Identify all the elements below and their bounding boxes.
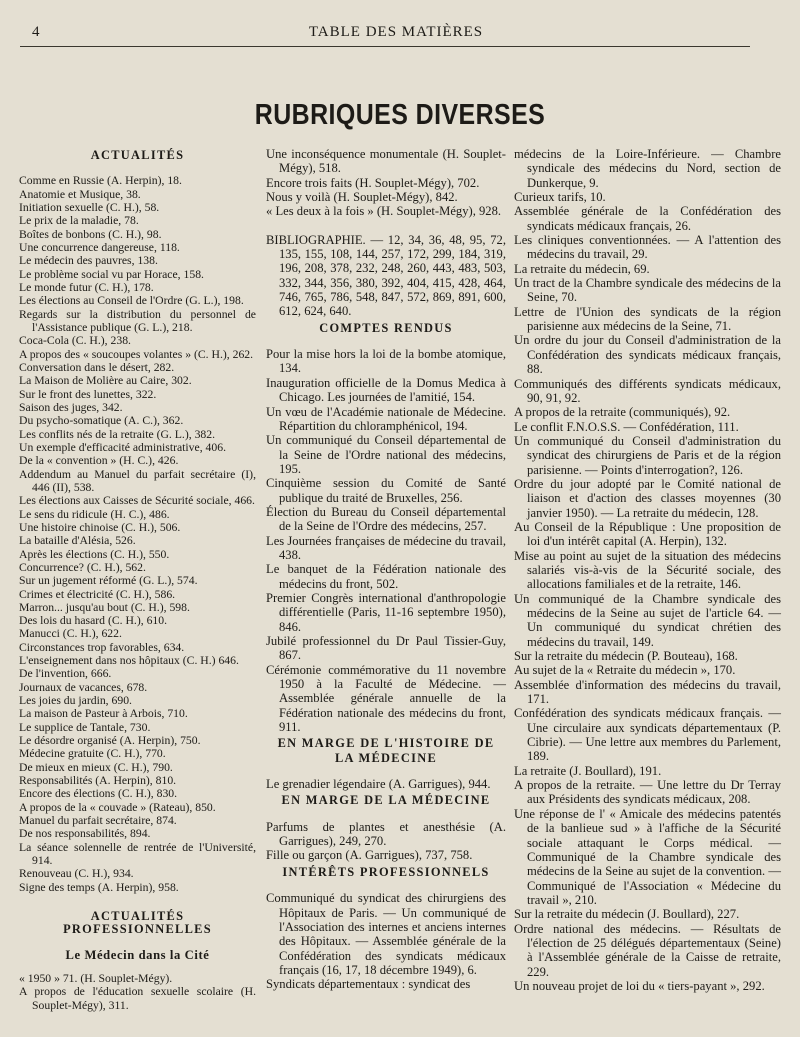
index-entry: La séance solennelle de rentrée de l'Université, 914. bbox=[19, 840, 256, 868]
section-heading: ACTUALITÉS PROFESSIONNELLES bbox=[63, 909, 212, 937]
index-entry: Saison des juges, 342. bbox=[19, 400, 123, 414]
index-entry: Manuel du parfait secrétaire, 874. bbox=[19, 814, 177, 828]
index-entry: Ordre national des médecins. — Résultats de l'élection de 25 délégués départementaux (Seine) à l'Assemblée générale de la Caisse de retraite, 229. bbox=[514, 921, 781, 979]
index-entry: Initiation sexuelle (C. H.), 58. bbox=[19, 200, 160, 214]
index-entry: Syndicats départementaux : syndicat des bbox=[266, 977, 471, 992]
index-entry: Un communiqué de la Chambre syndicale des médecins de la Seine au sujet de l'article 64. — Un communiqué du syndicat chrétien des médecins du travail, 149. bbox=[514, 591, 781, 649]
index-entry: Boîtes de bonbons (C. H.), 98. bbox=[19, 227, 162, 241]
index-entry: Des lois du hasard (C. H.), 610. bbox=[19, 614, 168, 628]
index-entry: Assemblée d'information des médecins du travail, 171. bbox=[514, 677, 781, 707]
page-header bbox=[30, 22, 762, 44]
section-heading: EN MARGE DE L'HISTOIRE DE LA MÉDECINE bbox=[277, 736, 495, 765]
index-entry: La Maison de Molière au Caire, 302. bbox=[19, 374, 192, 388]
index-entry: Communiqué du syndicat des chirurgiens des Hôpitaux de Paris. — Un communiqué de l'Association des internes et anciens internes des Hôpitaux. — Assemblée générale de la Confédération des syndicats médicaux français (16, 17, 18 décembre 1949), 6. bbox=[266, 891, 506, 977]
index-entry: Confédération des syndicats médicaux français. — Une circulaire aux syndicats départementaux (P. Cibrie). — Une lettre aux membres du Parlement, 189. bbox=[514, 706, 781, 764]
index-entry: Marron... jusqu'au bout (C. H.), 598. bbox=[19, 600, 190, 614]
index-entry: La maison de Pasteur à Arbois, 710. bbox=[19, 707, 188, 721]
index-entry: Les joies du jardin, 690. bbox=[19, 694, 132, 708]
index-entry: Curieux tarifs, 10. bbox=[514, 190, 606, 205]
index-entry: A propos de la retraite. — Une lettre du Dr Terray aux Présidents des syndicats médicaux, 208. bbox=[514, 778, 781, 807]
index-entry: Un exemple d'efficacité administrative, 406. bbox=[19, 440, 226, 454]
index-entry: Crimes et électricité (C. H.), 586. bbox=[19, 587, 176, 601]
index-entry: Les cliniques conventionnées. — A l'attention des médecins du travail, 29. bbox=[514, 233, 781, 262]
index-entry: A propos de la « couvade » (Rateau), 850. bbox=[19, 800, 216, 814]
index-entry: De mieux en mieux (C. H.), 790. bbox=[19, 760, 173, 774]
index-entry: Sur le front des lunettes, 322. bbox=[19, 387, 157, 401]
index-entry: Parfums de plantes et anesthésie (A. Garrigues), 249, 270. bbox=[266, 819, 506, 849]
subsection-heading: Le Médecin dans la Cité bbox=[65, 947, 210, 962]
index-entry: A propos de l'éducation sexuelle scolaire (H. Souplet-Mégy), 311. bbox=[19, 985, 256, 1012]
index-entry: Sur un jugement réformé (G. L.), 574. bbox=[19, 574, 198, 588]
index-entry: Pour la mise hors la loi de la bombe atomique, 134. bbox=[266, 347, 506, 376]
index-entry: Le grenadier légendaire (A. Garrigues), 944. bbox=[266, 777, 491, 792]
index-entry: Premier Congrès international d'anthropologie différentielle (Paris, 11-16 septembre 1950), 846. bbox=[266, 590, 506, 634]
index-entry: Inauguration officielle de la Domus Medica à Chicago. Les journées de l'amitié, 154. bbox=[266, 375, 506, 405]
index-entry: Après les élections (C. H.), 550. bbox=[19, 547, 170, 561]
index-entry: Encore des élections (C. H.), 830. bbox=[19, 787, 178, 801]
index-entry: Mise au point au sujet de la situation des médecins salariés vis-à-vis de la Sécurité sociale, des allocations familiales et de la retraite, 146. bbox=[514, 548, 781, 592]
index-entry: « 1950 » 71. (H. Souplet-Mégy). bbox=[19, 972, 173, 986]
index-entry: La retraite (J. Boullard), 191. bbox=[514, 763, 662, 778]
index-entry: Nous y voilà (H. Souplet-Mégy), 842. bbox=[266, 190, 458, 205]
index-entry: Signe des temps (A. Herpin), 958. bbox=[19, 880, 179, 894]
index-entry: Renouveau (C. H.), 934. bbox=[19, 867, 134, 881]
index-entry: Les élections au Conseil de l'Ordre (G. L.), 198. bbox=[19, 294, 244, 308]
index-entry: Regards sur la distribution du personnel de l'Assistance publique (G. L.), 218. bbox=[19, 307, 256, 334]
column-2 bbox=[266, 147, 506, 992]
index-entry: A propos des « soucoupes volantes » (C. H.), 262. bbox=[19, 347, 254, 361]
index-entry: Un communiqué du Conseil départemental de la Seine de l'Ordre national des médecins, 195. bbox=[266, 433, 506, 476]
index-entry: Lettre de l'Union des syndicats de la région parisienne aux médecins de la Seine, 71. bbox=[514, 304, 781, 334]
index-entry: Les conflits nés de la retraite (G. L.), 382. bbox=[19, 427, 216, 441]
index-entry: Les élections aux Caisses de Sécurité sociale, 466. bbox=[19, 494, 255, 508]
index-entry: Anatomie et Musique, 38. bbox=[19, 187, 141, 201]
index-entry: Comme en Russie (A. Herpin), 18. bbox=[19, 174, 182, 188]
section-gap bbox=[266, 219, 506, 233]
index-entry: Circonstances trop favorables, 634. bbox=[19, 640, 185, 654]
index-entry: Le conflit F.N.O.S.S. — Confédération, 111. bbox=[514, 419, 739, 434]
index-entry: Conversation dans le désert, 282. bbox=[19, 360, 175, 374]
section-heading: INTÉRÊTS PROFESSIONNELS bbox=[282, 864, 490, 879]
index-entry: Une réponse de l' « Amicale des médecins patentés de la banlieue sud » à l'affiche de la Sécurité sociale attaquant le Corps médical. — Communiqué de la Chambre syndicale des médecins de la Seine au sujet de la convention. — Communiqué de l'Association « Médecine du travail », 210. bbox=[514, 806, 781, 907]
page-number: 4 bbox=[32, 24, 40, 40]
index-entry: La bataille d'Alésia, 526. bbox=[19, 534, 136, 548]
section-title: RUBRIQUES DIVERSES bbox=[254, 99, 546, 131]
index-entry: Responsabilités (A. Herpin), 810. bbox=[19, 774, 177, 788]
index-entry: Addendum au Manuel du parfait secrétaire (I), 446 (II), 538. bbox=[19, 467, 256, 494]
index-entry: De l'invention, 666. bbox=[19, 667, 112, 681]
index-entry: Le monde futur (C. H.), 178. bbox=[19, 280, 154, 294]
index-entry: Un communiqué du Conseil d'administration du syndicat des chirurgiens de Paris et de la région parisienne. — Points d'interrogation?, 126. bbox=[514, 433, 781, 477]
index-entry: Cinquième session du Comité de Santé publique du traité de Bruxelles, 256. bbox=[266, 476, 506, 505]
index-entry: Une inconséquence monumentale (H. Souplet-Mégy), 518. bbox=[266, 147, 506, 176]
index-entry: Ordre du jour adopté par le Comité national de liaison et d'action des classes moyennes (30 janvier 1950). — La retraite du médecin, 128. bbox=[514, 476, 781, 520]
index-entry: Cérémonie commémorative du 11 novembre 1950 à la Faculté de Médecine. — Assemblée générale annuelle de la Fédération nationale des médecins du front, 911. bbox=[266, 662, 506, 735]
index-entry: Jubilé professionnel du Dr Paul Tissier-Guy, 867. bbox=[266, 634, 506, 663]
index-entry: « Les deux à la fois » (H. Souplet-Mégy), 928. bbox=[266, 204, 502, 219]
index-entry: Encore trois faits (H. Souplet-Mégy), 702. bbox=[266, 175, 480, 190]
index-entry: Médecine gratuite (C. H.), 770. bbox=[19, 747, 166, 761]
index-entry: De nos responsabilités, 894. bbox=[19, 827, 151, 841]
index-entry: Le prix de la maladie, 78. bbox=[19, 214, 139, 228]
header-rule bbox=[20, 46, 750, 47]
index-entry: La retraite du médecin, 69. bbox=[514, 261, 650, 276]
index-entry: BIBLIOGRAPHIE. — 12, 34, 36, 48, 95, 72, 135, 155, 108, 144, 257, 172, 299, 184, 319, 196, 208, 378, 232, 248, 260, 443, 483, 503, 332, 344, 356, 380, 392, 404, 415, 428, 464, 746, 765, 786, 548, 847, 572, 869, 891, 600, 612, 624, 640. bbox=[266, 232, 506, 319]
index-entry: L'enseignement dans nos hôpitaux (C. H.) 646. bbox=[19, 654, 239, 668]
index-entry: Concurrence? (C. H.), 562. bbox=[19, 560, 146, 574]
section-gap bbox=[19, 894, 256, 908]
index-entry: médecins de la Loire-Inférieure. — Chambre syndicale des médecins du Nord, section de Dunkerque, 9. bbox=[514, 147, 781, 190]
index-entry: Manucci (C. H.), 622. bbox=[19, 627, 122, 641]
index-entry: Le désordre organisé (A. Herpin), 750. bbox=[19, 734, 201, 748]
index-entry: Une concurrence dangereuse, 118. bbox=[19, 240, 180, 254]
index-entry: Un vœu de l'Académie nationale de Médecine. Répartition du chloramphénicol, 194. bbox=[266, 404, 506, 433]
index-entry: Une histoire chinoise (C. H.), 506. bbox=[19, 520, 181, 534]
index-entry: Sur la retraite du médecin (J. Boullard), 227. bbox=[514, 907, 740, 922]
index-entry: Élection du Bureau du Conseil départemental de la Seine de l'Ordre des médecins, 257. bbox=[266, 504, 506, 534]
index-entry: Communiqués des différents syndicats médicaux, 90, 91, 92. bbox=[514, 376, 781, 405]
index-entry: Le médecin des pauvres, 138. bbox=[19, 254, 158, 268]
index-entry: Le sens du ridicule (H. C.), 486. bbox=[19, 507, 170, 521]
index-entry: Le supplice de Tantale, 730. bbox=[19, 720, 151, 734]
index-entry: Les Journées françaises de médecine du travail, 438. bbox=[266, 533, 506, 562]
index-entry: Fille ou garçon (A. Garrigues), 737, 758. bbox=[266, 848, 473, 863]
section-heading: EN MARGE DE LA MÉDECINE bbox=[281, 793, 491, 808]
index-entry: Journaux de vacances, 678. bbox=[19, 680, 148, 694]
section-heading: ACTUALITÉS bbox=[90, 148, 185, 162]
index-entry: Sur la retraite du médecin (P. Bouteau), 168. bbox=[514, 649, 738, 664]
index-entry: Un tract de la Chambre syndicale des médecins de la Seine, 70. bbox=[514, 276, 781, 305]
section-heading: COMPTES RENDUS bbox=[319, 320, 453, 335]
index-entry: De la « convention » (H. C.), 426. bbox=[19, 454, 179, 468]
column-3 bbox=[514, 147, 781, 993]
index-entry: Du psycho-somatique (A. C.), 362. bbox=[19, 414, 184, 428]
index-entry: Un nouveau projet de loi du « tiers-payant », 292. bbox=[514, 978, 765, 993]
index-entry: Au sujet de la « Retraite du médecin », 170. bbox=[514, 663, 736, 678]
index-entry: Coca-Cola (C. H.), 238. bbox=[19, 334, 131, 348]
index-entry: Un ordre du jour du Conseil d'administration de la Confédération des syndicats médicaux français, 88. bbox=[514, 333, 781, 377]
index-entry: Assemblée générale de la Confédération des syndicats médicaux français, 26. bbox=[514, 204, 781, 233]
column-1 bbox=[19, 147, 256, 1012]
index-entry: A propos de la retraite (communiqués), 92. bbox=[514, 405, 731, 420]
index-entry: Le banquet de la Fédération nationale des médecins du front, 502. bbox=[266, 562, 506, 591]
index-entry: Au Conseil de la République : Une proposition de loi d'un intérêt capital (A. Herpin), 132. bbox=[514, 519, 781, 549]
index-entry: Le problème social vu par Horace, 158. bbox=[19, 267, 204, 281]
running-title: TABLE DES MATIÈRES bbox=[308, 24, 484, 40]
